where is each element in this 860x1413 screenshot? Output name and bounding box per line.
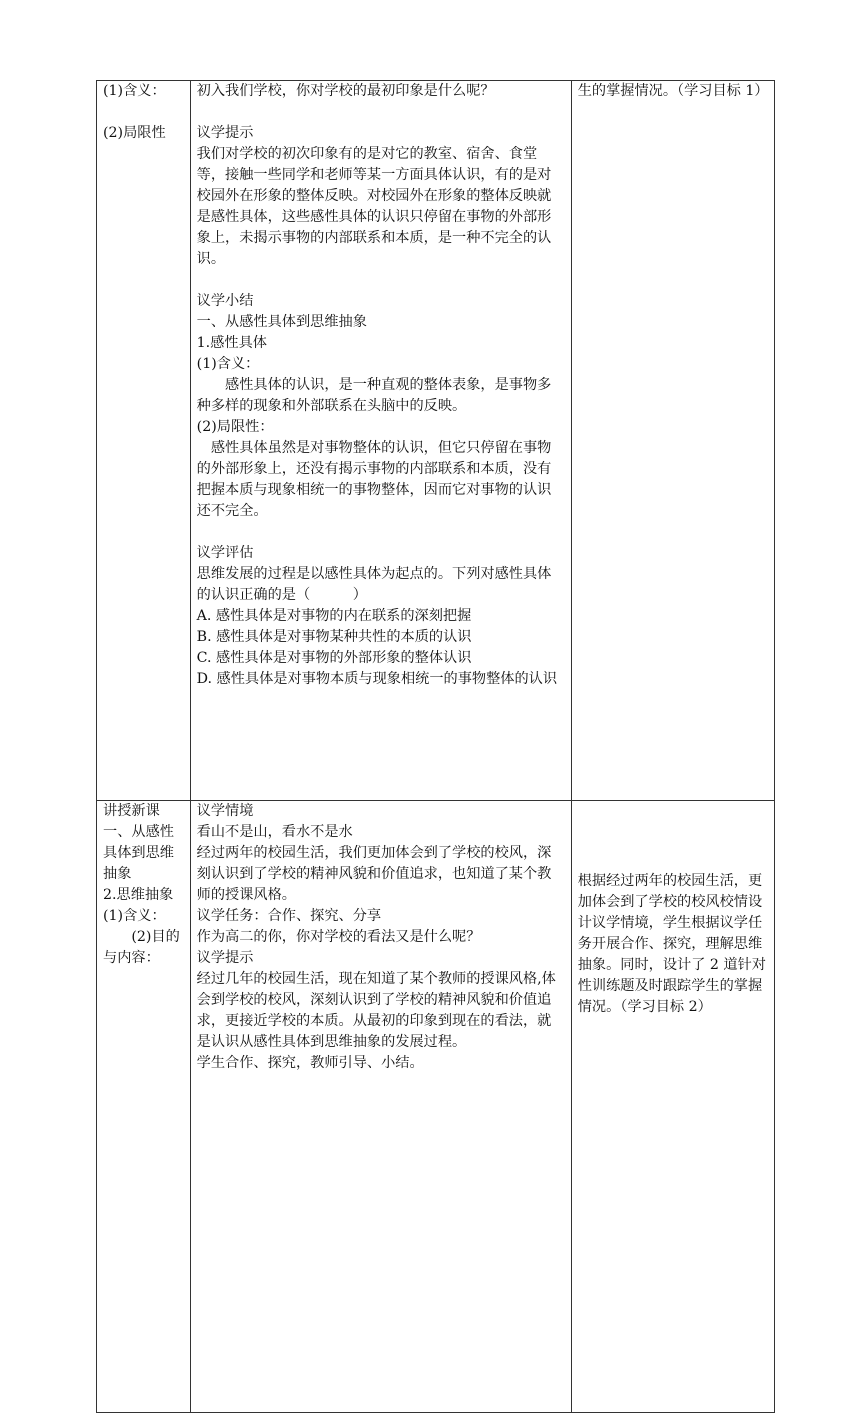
table-row bbox=[97, 81, 775, 801]
subheading: 议学提示 bbox=[196, 125, 254, 141]
subheading: 议学评估 bbox=[196, 545, 254, 561]
subheading: 议学提示 bbox=[196, 950, 254, 966]
table-row bbox=[97, 801, 775, 1413]
heading-line: 一、从感性具体到思维抽象 bbox=[103, 824, 174, 882]
situation-title: 看山不是山，看水不是水 bbox=[196, 824, 353, 840]
design-note-cell bbox=[571, 801, 774, 1413]
design-note: 生的掌握情况。（学习目标 1） bbox=[577, 83, 769, 99]
heading-line: 讲授新课 bbox=[103, 803, 160, 819]
heading-line: (1)含义： bbox=[103, 83, 166, 99]
lesson-plan-table bbox=[96, 80, 775, 1413]
heading-line: (2)目的与内容： bbox=[103, 929, 180, 966]
paragraph: 学生合作、探究，教师引导、小结。 bbox=[196, 1055, 424, 1071]
question-line: 作为高二的你，你对学校的看法又是什么呢？ bbox=[196, 929, 481, 945]
item-heading: (2)局限性： bbox=[196, 419, 274, 435]
heading-line: (2)局限性 bbox=[103, 125, 166, 141]
paragraph: 感性具体的认识，是一种直观的整体表象，是事物多种多样的现象和外部联系在头脑中的反映。 bbox=[196, 377, 552, 414]
paragraph: 感性具体虽然是对事物整体的认识，但它只停留在事物的外部形象上，还没有揭示事物的内部联系和本质，没有把握本质与现象相统一的事物整体，因而它对事物的认识还不完全。 bbox=[196, 440, 552, 519]
subsection-heading: 1.感性具体 bbox=[196, 335, 267, 351]
section-cell bbox=[97, 801, 191, 1413]
option-c: C. 感性具体是对事物的外部形象的整体认识 bbox=[196, 650, 472, 666]
blank-line bbox=[103, 102, 184, 123]
item-heading: (1)含义： bbox=[196, 356, 260, 372]
paragraph: 我们对学校的初次印象有的是对它的教室、宿舍、食堂等，接触一些同学和老师等某一方面具体认识，有的是对校园外在形象的整体反映。对校园外在形象的整体反映就是感性具体，这些感性具体的认识只停留在事物的外部形象上，未揭示事物的内部联系和本质，是一种不完全的认识。 bbox=[196, 146, 552, 267]
subheading: 议学情境 bbox=[196, 803, 254, 819]
blank-line bbox=[197, 522, 565, 543]
question-line: 初入我们学校，你对学校的最初印象是什么呢？ bbox=[196, 83, 495, 99]
heading-line: 2.思维抽象 bbox=[103, 887, 174, 903]
question-stem: 思维发展的过程是以感性具体为起点的。下列对感性具体的认识正确的是（ ） bbox=[196, 566, 552, 603]
content-cell bbox=[190, 801, 571, 1413]
design-note: 根据经过两年的校园生活，更加体会到了学校的校风校情设计议学情境，学生根据议学任务开展合作、探究，理解思维抽象。同时，设计了 2 道针对性训练题及时跟踪学生的掌握情况。（学习目标 2） bbox=[577, 873, 766, 1015]
content-cell bbox=[190, 81, 571, 801]
paragraph: 经过两年的校园生活，我们更加体会到了学校的校风，深刻认识到了学校的精神风貌和价值追求，也知道了某个教师的授课风格。 bbox=[196, 845, 552, 903]
blank-line bbox=[197, 102, 565, 123]
subheading: 议学小结 bbox=[196, 293, 254, 309]
section-cell bbox=[97, 81, 191, 801]
task-line: 议学任务：合作、探究、分享 bbox=[196, 908, 382, 924]
option-a: A. 感性具体是对事物的内在联系的深刻把握 bbox=[196, 608, 472, 624]
option-d: D. 感性具体是对事物本质与现象相统一的事物整体的认识 bbox=[196, 671, 558, 687]
option-b: B. 感性具体是对事物某种共性的本质的认识 bbox=[196, 629, 472, 645]
design-note-cell bbox=[571, 81, 774, 801]
heading-line: (1)含义： bbox=[103, 908, 166, 924]
blank-line bbox=[197, 270, 565, 291]
paragraph: 经过几年的校园生活，现在知道了某个教师的授课风格,体会到学校的校风，深刻认识到了学校的精神风貌和价值追求，更接近学校的本质。从最初的印象到现在的看法，就是认识从感性具体到思维抽象的发展过程。 bbox=[196, 971, 556, 1050]
section-heading: 一、从感性具体到思维抽象 bbox=[196, 314, 367, 330]
